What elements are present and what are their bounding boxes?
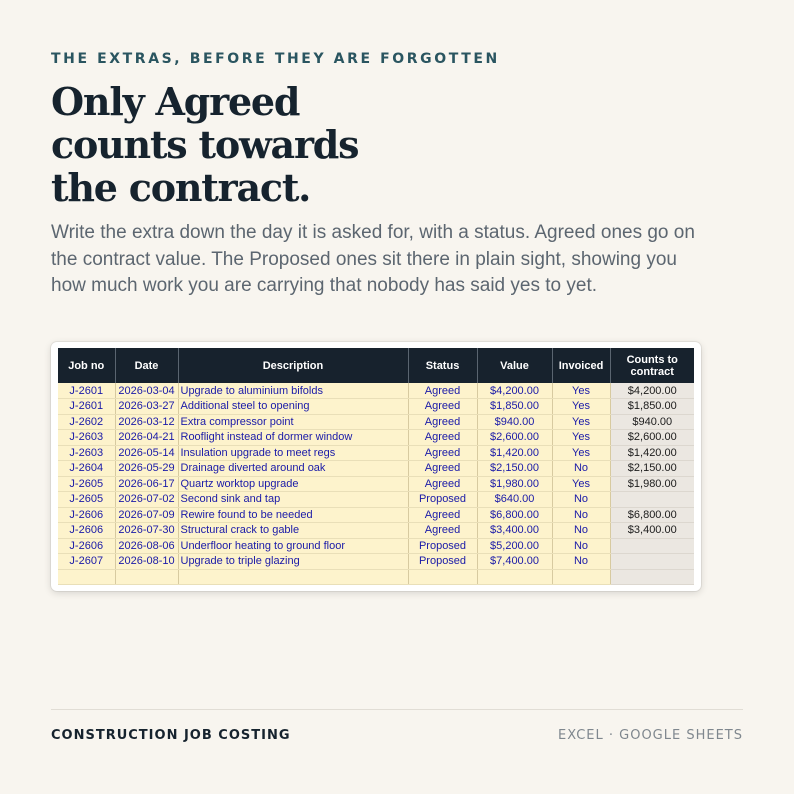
col-date-header[interactable]: Date: [115, 348, 178, 383]
counts-cell[interactable]: [610, 492, 694, 508]
date-cell[interactable]: 2026-03-12: [115, 414, 178, 430]
invoiced-cell[interactable]: No: [552, 507, 610, 523]
footer-product-name: CONSTRUCTION JOB COSTING: [51, 728, 291, 743]
date-cell[interactable]: 2026-04-21: [115, 430, 178, 446]
date-cell[interactable]: 2026-07-09: [115, 507, 178, 523]
table-row: [58, 461, 694, 477]
date-cell[interactable]: 2026-08-06: [115, 538, 178, 554]
date-cell[interactable]: 2026-08-10: [115, 554, 178, 570]
status-cell[interactable]: Agreed: [408, 476, 477, 492]
value-cell[interactable]: $2,150.00: [477, 461, 552, 477]
counts-cell[interactable]: $1,980.00: [610, 476, 694, 492]
status-cell[interactable]: Proposed: [408, 538, 477, 554]
col-description-header[interactable]: Description: [178, 348, 408, 383]
value-cell[interactable]: $1,420.00: [477, 445, 552, 461]
invoiced-cell[interactable]: No: [552, 554, 610, 570]
invoiced-cell[interactable]: Yes: [552, 430, 610, 446]
description-cell[interactable]: [178, 569, 408, 585]
table-row: [58, 399, 694, 415]
counts-cell[interactable]: [610, 538, 694, 554]
invoiced-cell[interactable]: Yes: [552, 414, 610, 430]
date-cell[interactable]: [115, 569, 178, 585]
status-cell[interactable]: Agreed: [408, 523, 477, 539]
job-no-cell[interactable]: J-2602: [58, 414, 115, 430]
date-cell[interactable]: 2026-07-02: [115, 492, 178, 508]
invoiced-cell[interactable]: Yes: [552, 383, 610, 399]
description-cell[interactable]: Additional steel to opening: [178, 399, 408, 415]
table-row: [58, 523, 694, 539]
status-cell[interactable]: Agreed: [408, 414, 477, 430]
value-cell[interactable]: $3,400.00: [477, 523, 552, 539]
date-cell[interactable]: 2026-05-14: [115, 445, 178, 461]
counts-cell[interactable]: $1,850.00: [610, 399, 694, 415]
description-cell[interactable]: Upgrade to triple glazing: [178, 554, 408, 570]
table-row: [58, 430, 694, 446]
headline: [51, 80, 471, 209]
value-cell[interactable]: $640.00: [477, 492, 552, 508]
table-row: [58, 383, 694, 399]
col-status-header[interactable]: Status: [408, 348, 477, 383]
date-cell[interactable]: 2026-06-17: [115, 476, 178, 492]
table-row: [58, 554, 694, 570]
status-cell[interactable]: [408, 569, 477, 585]
job-no-cell[interactable]: J-2603: [58, 430, 115, 446]
job-no-cell[interactable]: J-2603: [58, 445, 115, 461]
invoiced-cell[interactable]: No: [552, 538, 610, 554]
status-cell[interactable]: Proposed: [408, 554, 477, 570]
lede-paragraph: Write the extra down the day it is asked for, with a status. Agreed ones go on the contract value. The Proposed ones sit there in plain sight, showing you how much work you are carrying that nobody has said yes to yet.: [51, 222, 695, 296]
description-cell[interactable]: Rewire found to be needed: [178, 507, 408, 523]
job-no-cell[interactable]: J-2605: [58, 476, 115, 492]
invoiced-cell[interactable]: No: [552, 461, 610, 477]
col-value-header[interactable]: Value: [477, 348, 552, 383]
description-cell[interactable]: Underfloor heating to ground floor: [178, 538, 408, 554]
value-cell[interactable]: $6,800.00: [477, 507, 552, 523]
footer-divider: [51, 709, 743, 710]
headline-line: Only Agreed: [51, 79, 300, 124]
value-cell[interactable]: $940.00: [477, 414, 552, 430]
job-no-cell[interactable]: J-2606: [58, 507, 115, 523]
description-cell[interactable]: Upgrade to aluminium bifolds: [178, 383, 408, 399]
invoiced-cell[interactable]: No: [552, 492, 610, 508]
table-row: [58, 538, 694, 554]
job-no-cell[interactable]: J-2606: [58, 523, 115, 539]
table-row: [58, 507, 694, 523]
counts-cell[interactable]: [610, 569, 694, 585]
value-cell[interactable]: $4,200.00: [477, 383, 552, 399]
invoiced-cell[interactable]: Yes: [552, 476, 610, 492]
job-no-cell[interactable]: J-2604: [58, 461, 115, 477]
invoiced-cell[interactable]: Yes: [552, 399, 610, 415]
kicker: THE EXTRAS, BEFORE THEY ARE FORGOTTEN: [51, 51, 500, 67]
value-cell[interactable]: $5,200.00: [477, 538, 552, 554]
status-cell[interactable]: Proposed: [408, 492, 477, 508]
value-cell[interactable]: $7,400.00: [477, 554, 552, 570]
job-no-cell[interactable]: J-2601: [58, 399, 115, 415]
table-row: [58, 445, 694, 461]
table-body: [58, 383, 694, 585]
status-cell[interactable]: Agreed: [408, 445, 477, 461]
description-cell[interactable]: Second sink and tap: [178, 492, 408, 508]
spreadsheet-preview: [51, 342, 701, 591]
status-cell[interactable]: Agreed: [408, 507, 477, 523]
job-no-cell[interactable]: J-2607: [58, 554, 115, 570]
status-cell[interactable]: Agreed: [408, 430, 477, 446]
table-row: [58, 492, 694, 508]
counts-cell[interactable]: $1,420.00: [610, 445, 694, 461]
table-row: [58, 476, 694, 492]
value-cell[interactable]: [477, 569, 552, 585]
table-row: [58, 414, 694, 430]
status-cell[interactable]: Agreed: [408, 461, 477, 477]
counts-cell[interactable]: $4,200.00: [610, 383, 694, 399]
value-cell[interactable]: $1,980.00: [477, 476, 552, 492]
col-job-no-header[interactable]: Job no: [58, 348, 115, 383]
headline-line: counts towards: [51, 122, 359, 167]
col-invoiced-header[interactable]: Invoiced: [552, 348, 610, 383]
value-cell[interactable]: $2,600.00: [477, 430, 552, 446]
col-counts-to-contract-header[interactable]: Counts to contract: [610, 348, 694, 383]
description-cell[interactable]: Insulation upgrade to meet regs: [178, 445, 408, 461]
date-cell[interactable]: 2026-07-30: [115, 523, 178, 539]
invoiced-cell[interactable]: [552, 569, 610, 585]
date-cell[interactable]: 2026-05-29: [115, 461, 178, 477]
job-no-cell[interactable]: J-2605: [58, 492, 115, 508]
status-cell[interactable]: Agreed: [408, 383, 477, 399]
job-no-cell[interactable]: [58, 569, 115, 585]
counts-cell[interactable]: $2,150.00: [610, 461, 694, 477]
headline-line: the contract.: [51, 165, 311, 210]
job-no-cell[interactable]: J-2601: [58, 383, 115, 399]
extras-table: [58, 348, 694, 585]
description-cell[interactable]: Rooflight instead of dormer window: [178, 430, 408, 446]
invoiced-cell[interactable]: Yes: [552, 445, 610, 461]
status-cell[interactable]: Agreed: [408, 399, 477, 415]
description-cell[interactable]: Extra compressor point: [178, 414, 408, 430]
counts-cell[interactable]: [610, 554, 694, 570]
counts-cell[interactable]: $3,400.00: [610, 523, 694, 539]
counts-cell[interactable]: $940.00: [610, 414, 694, 430]
date-cell[interactable]: 2026-03-04: [115, 383, 178, 399]
header-row: [58, 348, 694, 383]
invoiced-cell[interactable]: No: [552, 523, 610, 539]
counts-cell[interactable]: $2,600.00: [610, 430, 694, 446]
counts-cell[interactable]: $6,800.00: [610, 507, 694, 523]
description-cell[interactable]: Quartz worktop upgrade: [178, 476, 408, 492]
footer-platforms: EXCEL · GOOGLE SHEETS: [558, 728, 743, 743]
table-row: [58, 569, 694, 585]
description-cell[interactable]: Drainage diverted around oak: [178, 461, 408, 477]
date-cell[interactable]: 2026-03-27: [115, 399, 178, 415]
description-cell[interactable]: Structural crack to gable: [178, 523, 408, 539]
job-no-cell[interactable]: J-2606: [58, 538, 115, 554]
value-cell[interactable]: $1,850.00: [477, 399, 552, 415]
